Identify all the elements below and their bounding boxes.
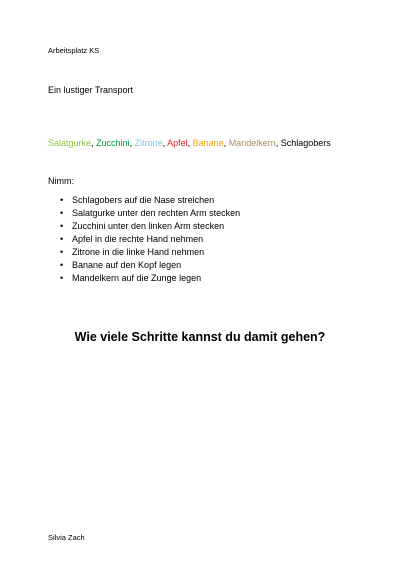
- separator: ,: [275, 138, 281, 148]
- bullet-icon: •: [60, 247, 64, 257]
- document-title: Ein lustiger Transport: [48, 85, 134, 95]
- list-item-text: Zitrone in die linke Hand nehmen: [72, 247, 205, 257]
- list-item-text: Banane auf den Kopf legen: [72, 260, 182, 270]
- ingredient-salatgurke: Salatgurke: [48, 138, 92, 148]
- list-item-text: Zucchini unter den linken Arm stecken: [72, 221, 225, 231]
- separator: ,: [223, 138, 229, 148]
- page-header: Arbeitsplatz KS: [48, 46, 100, 55]
- list-item: [48, 194, 240, 207]
- list-item-text: Apfel in die rechte Hand nehmen: [72, 234, 204, 244]
- bullet-icon: •: [60, 208, 64, 218]
- list-item-text: Mandelkern auf die Zunge legen: [72, 273, 202, 283]
- list-item: [48, 259, 240, 272]
- ingredient-list: [48, 138, 331, 148]
- bullet-icon: •: [60, 234, 64, 244]
- separator: ,: [162, 138, 168, 148]
- bullet-icon: •: [60, 260, 64, 270]
- list-item-text: Salatgurke unter den rechten Arm stecken: [72, 208, 241, 218]
- bullet-icon: •: [60, 195, 64, 205]
- list-item: [48, 272, 240, 285]
- question-heading: Wie viele Schritte kannst du damit gehen?: [74, 330, 326, 344]
- bullet-icon: •: [60, 273, 64, 283]
- list-item-text: Schlagobers auf die Nase streichen: [72, 195, 215, 205]
- ingredient-mandelkern: Mandelkern: [228, 138, 276, 148]
- separator: ,: [129, 138, 135, 148]
- list-item: [48, 233, 240, 246]
- author-footer: Silvia Zach: [48, 533, 85, 542]
- list-item: [48, 220, 240, 233]
- separator: ,: [91, 138, 97, 148]
- list-item: [48, 207, 240, 220]
- instructions-label: Nimm:: [48, 176, 74, 186]
- ingredient-apfel: Apfel: [167, 138, 188, 148]
- ingredient-zucchini: Zucchini: [96, 138, 130, 148]
- ingredient-banane: Banane: [192, 138, 224, 148]
- separator: ,: [187, 138, 193, 148]
- ingredient-zitrone: Zitrone: [134, 138, 163, 148]
- ingredient-schlagobers: Schlagobers: [280, 138, 331, 148]
- instruction-list: [48, 194, 240, 285]
- bullet-icon: •: [60, 221, 64, 231]
- list-item: [48, 246, 240, 259]
